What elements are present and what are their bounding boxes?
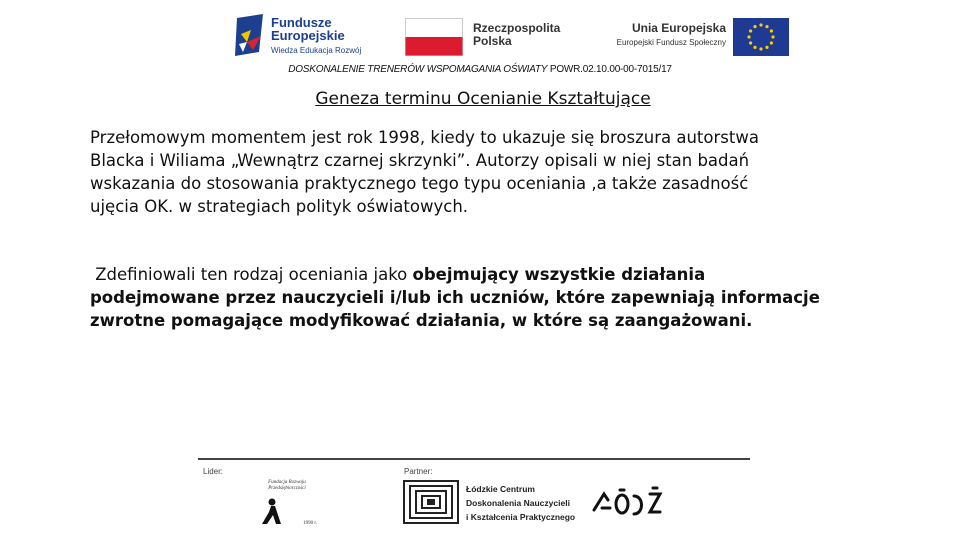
para2-line2 bbox=[90, 286, 890, 309]
polish-flag-icon bbox=[405, 18, 463, 56]
para2-bold-1: obejmujący wszystkie działania bbox=[412, 265, 706, 284]
lider-logo-text: Fundacja Rozwoju Przedsiębiorczości bbox=[268, 480, 306, 491]
fundusze-europejskie-logo bbox=[233, 12, 373, 58]
ue-line1: Unia Europejska bbox=[631, 21, 726, 35]
partner-label: Partner: bbox=[404, 467, 433, 476]
para1-line: ujęcia OK. w strategiach polityk oświatowych. bbox=[90, 197, 469, 216]
fe-line1: Fundusze bbox=[271, 15, 332, 30]
para1-line: Przełomowym momentem jest rok 1998, kiedy to ukazuje się broszura autorstwa bbox=[90, 128, 759, 147]
ue-line2: Europejski Fundusz Społeczny bbox=[616, 38, 726, 47]
ldn-centrum-square-icon bbox=[403, 480, 459, 524]
rzeczpospolita-polska-logo bbox=[405, 18, 575, 58]
para2-bold-2: podejmowane przez nauczycieli i/lub ich uczniów, które zapewniają informacje bbox=[90, 288, 820, 307]
fe-star-icon bbox=[233, 12, 267, 58]
ldn-centrum-name bbox=[466, 482, 575, 524]
project-name: DOSKONALENIE TRENERÓW WSPOMAGANIA OŚWIATY bbox=[288, 64, 548, 75]
walking-figure-icon bbox=[259, 498, 283, 526]
project-code-line bbox=[0, 64, 960, 75]
lider-logo-year: 1990 r. bbox=[303, 521, 317, 526]
lc-line: Doskonalenia Nauczycieli bbox=[466, 498, 570, 508]
slide-title: Geneza terminu Ocenianie Kształtujące bbox=[315, 89, 651, 109]
fe-line2: Europejskie bbox=[271, 28, 345, 43]
lider-label: Lider: bbox=[203, 467, 224, 476]
paragraph-definition bbox=[90, 263, 890, 332]
rp-line2: Polska bbox=[473, 34, 512, 48]
para1-line: Blacka i Wiliama „Wewnątrz czarnej skrzynki”. Autorzy opisali w niej stan badań bbox=[90, 151, 750, 170]
para1-line: wskazania do stosowania praktycznego tego typu oceniania ,a także zasadność bbox=[90, 174, 749, 193]
lc-line: Łódzkie Centrum bbox=[466, 484, 535, 494]
unia-europejska-logo bbox=[600, 18, 790, 58]
footer-divider bbox=[198, 458, 750, 460]
para2-line3 bbox=[90, 309, 890, 332]
para2-plain: Zdefiniowali ten rodzaj oceniania jako bbox=[90, 265, 413, 284]
lc-line: i Kształcenia Praktycznego bbox=[466, 512, 576, 522]
para2-line1 bbox=[90, 263, 890, 286]
paragraph-genesis bbox=[90, 126, 890, 218]
project-code: POWR.02.10.00-00-7015/17 bbox=[547, 64, 672, 75]
lider-foundation-logo bbox=[255, 476, 317, 528]
rp-line1: Rzeczpospolita bbox=[473, 21, 561, 35]
eu-flag-icon bbox=[733, 18, 789, 56]
para2-bold-3: zwrotne pomagające modyfikować działania, w które są zaangażowani. bbox=[90, 311, 753, 330]
fe-line3: Wiedza Edukacja Rozwój bbox=[271, 46, 362, 55]
lodz-city-logo-icon bbox=[590, 486, 666, 520]
